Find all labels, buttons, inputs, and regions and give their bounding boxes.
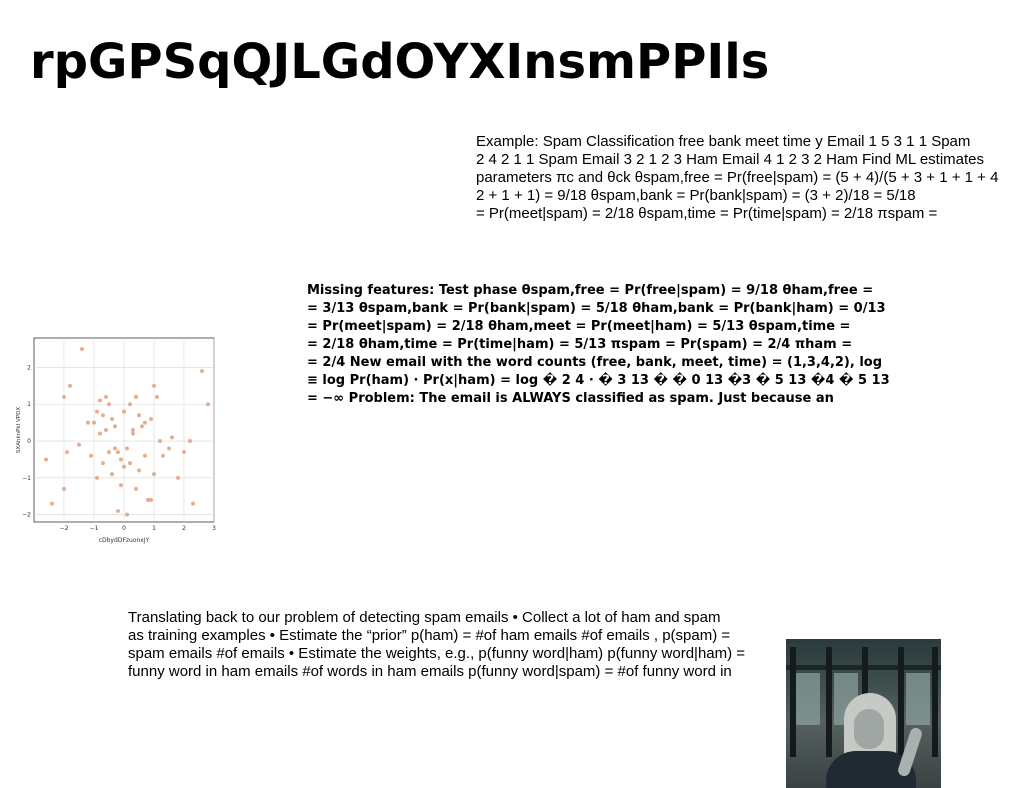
scatter-point: [80, 347, 84, 351]
text-line: = 3/13 θspam,bank = Pr(bank|spam) = 5/18 θham,bank = Pr(bank|ham) = 0/13: [307, 301, 886, 316]
scatter-point: [188, 439, 192, 443]
x-tick-label: 2: [182, 525, 186, 532]
text-line: = −∞ Problem: The email is ALWAYS classified as spam. Just because an: [307, 391, 834, 406]
x-axis-label: cDbydDFzuonxJY: [98, 537, 150, 544]
x-tick-label: −1: [89, 525, 99, 532]
scatter-point: [62, 395, 66, 399]
text-line: funny word in ham emails #of words in ham emails p(funny word|spam) = #of funny word in: [128, 663, 732, 680]
scatter-point: [128, 461, 132, 465]
scatter-point: [110, 472, 114, 476]
photo-bar: [826, 647, 832, 757]
scatter-point: [137, 468, 141, 472]
page-title: rpGPSqQJLGdOYXInsmPPIls: [30, 34, 770, 90]
scatter-point: [107, 450, 111, 454]
y-tick-label: 0: [27, 438, 31, 446]
scatter-point: [143, 421, 147, 425]
scatter-point: [143, 454, 147, 458]
scatter-point: [176, 476, 180, 480]
scatter-point: [200, 369, 204, 373]
scatter-point: [50, 502, 54, 506]
photo-face: [854, 709, 884, 749]
scatter-point: [110, 417, 114, 421]
scatter-point: [101, 413, 105, 417]
x-tick-label: 1: [152, 525, 156, 532]
scatter-point: [128, 402, 132, 406]
translating-paragraph: [128, 609, 745, 681]
scatter-point: [116, 509, 120, 513]
scatter-point: [191, 502, 195, 506]
y-tick-label: 2: [27, 364, 31, 372]
scatter-point: [152, 384, 156, 388]
text-line: as training examples • Estimate the “prior” p(ham) = #of ham emails #of emails , p(spam) =: [128, 627, 731, 644]
scatter-point: [101, 461, 105, 465]
text-line: Missing features: Test phase θspam,free = Pr(free|spam) = 9/18 θham,free =: [307, 283, 874, 298]
text-line: Example: Spam Classification free bank meet time y Email 1 5 3 1 1 Spam: [476, 133, 971, 150]
scatter-point: [206, 402, 210, 406]
photo-bar: [898, 647, 904, 757]
x-tick-label: 3: [212, 525, 216, 532]
scatter-point: [98, 399, 102, 403]
scatter-point: [107, 402, 111, 406]
scatter-point: [95, 476, 99, 480]
scatter-point: [134, 487, 138, 491]
scatter-point: [65, 450, 69, 454]
x-tick-label: −2: [59, 525, 69, 532]
photo-window: [796, 673, 820, 725]
scatter-point: [167, 446, 171, 450]
scatter-point: [113, 424, 117, 428]
text-line: parameters πc and θck θspam,free = Pr(free|spam) = (5 + 4)/(5 + 3 + 1 + 1 + 4: [476, 169, 999, 186]
scatter-point: [170, 435, 174, 439]
scatter-plot: [14, 336, 220, 546]
scatter-point: [68, 384, 72, 388]
text-line: = 2/18 θham,time = Pr(time|ham) = 5/13 πspam = Pr(spam) = 2/4 πham =: [307, 337, 853, 352]
text-line: 2 + 1 + 1) = 9/18 θspam,bank = Pr(bank|spam) = (3 + 2)/18 = 5/18: [476, 187, 916, 204]
photo-bar: [932, 647, 938, 757]
woman-photo: [786, 639, 941, 788]
scatter-point: [182, 450, 186, 454]
scatter-point: [104, 395, 108, 399]
scatter-point: [125, 513, 129, 517]
scatter-point: [116, 450, 120, 454]
scatter-point: [122, 410, 126, 414]
scatter-point: [104, 428, 108, 432]
scatter-point: [113, 446, 117, 450]
text-line: spam emails #of emails • Estimate the weights, e.g., p(funny word|ham) p(funny word|ham) =: [128, 645, 746, 662]
y-tick-label: −2: [22, 511, 31, 519]
scatter-point: [155, 395, 159, 399]
photo-window: [906, 673, 930, 725]
scatter-point: [77, 443, 81, 447]
scatter-point: [119, 483, 123, 487]
text-line: 2 4 2 1 1 Spam Email 3 2 1 2 3 Ham Email 4 1 2 3 2 Ham Find ML estimates: [476, 151, 985, 168]
scatter-point: [131, 428, 135, 432]
y-axis-label: SXAhknPkI VPDX: [16, 406, 22, 454]
scatter-point: [92, 421, 96, 425]
text-line: = 2/4 New email with the word counts (free, bank, meet, time) = (1,3,4,2), log: [307, 355, 883, 370]
example-paragraph: [476, 133, 998, 223]
text-line: ≡ log Pr(ham) · Pr(x|ham) = log � 2 4 · � 3 13 � � 0 13 �3 � 5 13 �4 � 5 13: [307, 373, 890, 388]
scatter-point: [122, 465, 126, 469]
scatter-point: [44, 457, 48, 461]
scatter-point: [125, 446, 129, 450]
scatter-point: [152, 472, 156, 476]
scatter-point: [86, 421, 90, 425]
scatter-point: [131, 432, 135, 436]
y-tick-label: 1: [27, 401, 31, 409]
scatter-point: [140, 424, 144, 428]
text-line: = Pr(meet|spam) = 2/18 θspam,time = Pr(time|spam) = 2/18 πspam =: [476, 205, 938, 222]
y-tick-label: −1: [22, 474, 31, 482]
scatter-point: [149, 417, 153, 421]
scatter-point: [137, 413, 141, 417]
scatter-point: [89, 454, 93, 458]
scatter-point: [95, 410, 99, 414]
text-line: = Pr(meet|spam) = 2/18 θham,meet = Pr(meet|ham) = 5/13 θspam,time =: [307, 319, 851, 334]
scatter-point: [158, 439, 162, 443]
scatter-point: [134, 395, 138, 399]
scatter-point: [62, 487, 66, 491]
text-line: Translating back to our problem of detecting spam emails • Collect a lot of ham and spam: [128, 609, 721, 626]
scatter-point: [161, 454, 165, 458]
missing-features-paragraph: [307, 282, 890, 408]
x-tick-label: 0: [122, 525, 126, 532]
scatter-point: [149, 498, 153, 502]
photo-bar: [790, 647, 796, 757]
scatter-point: [119, 457, 123, 461]
scatter-point: [98, 432, 102, 436]
